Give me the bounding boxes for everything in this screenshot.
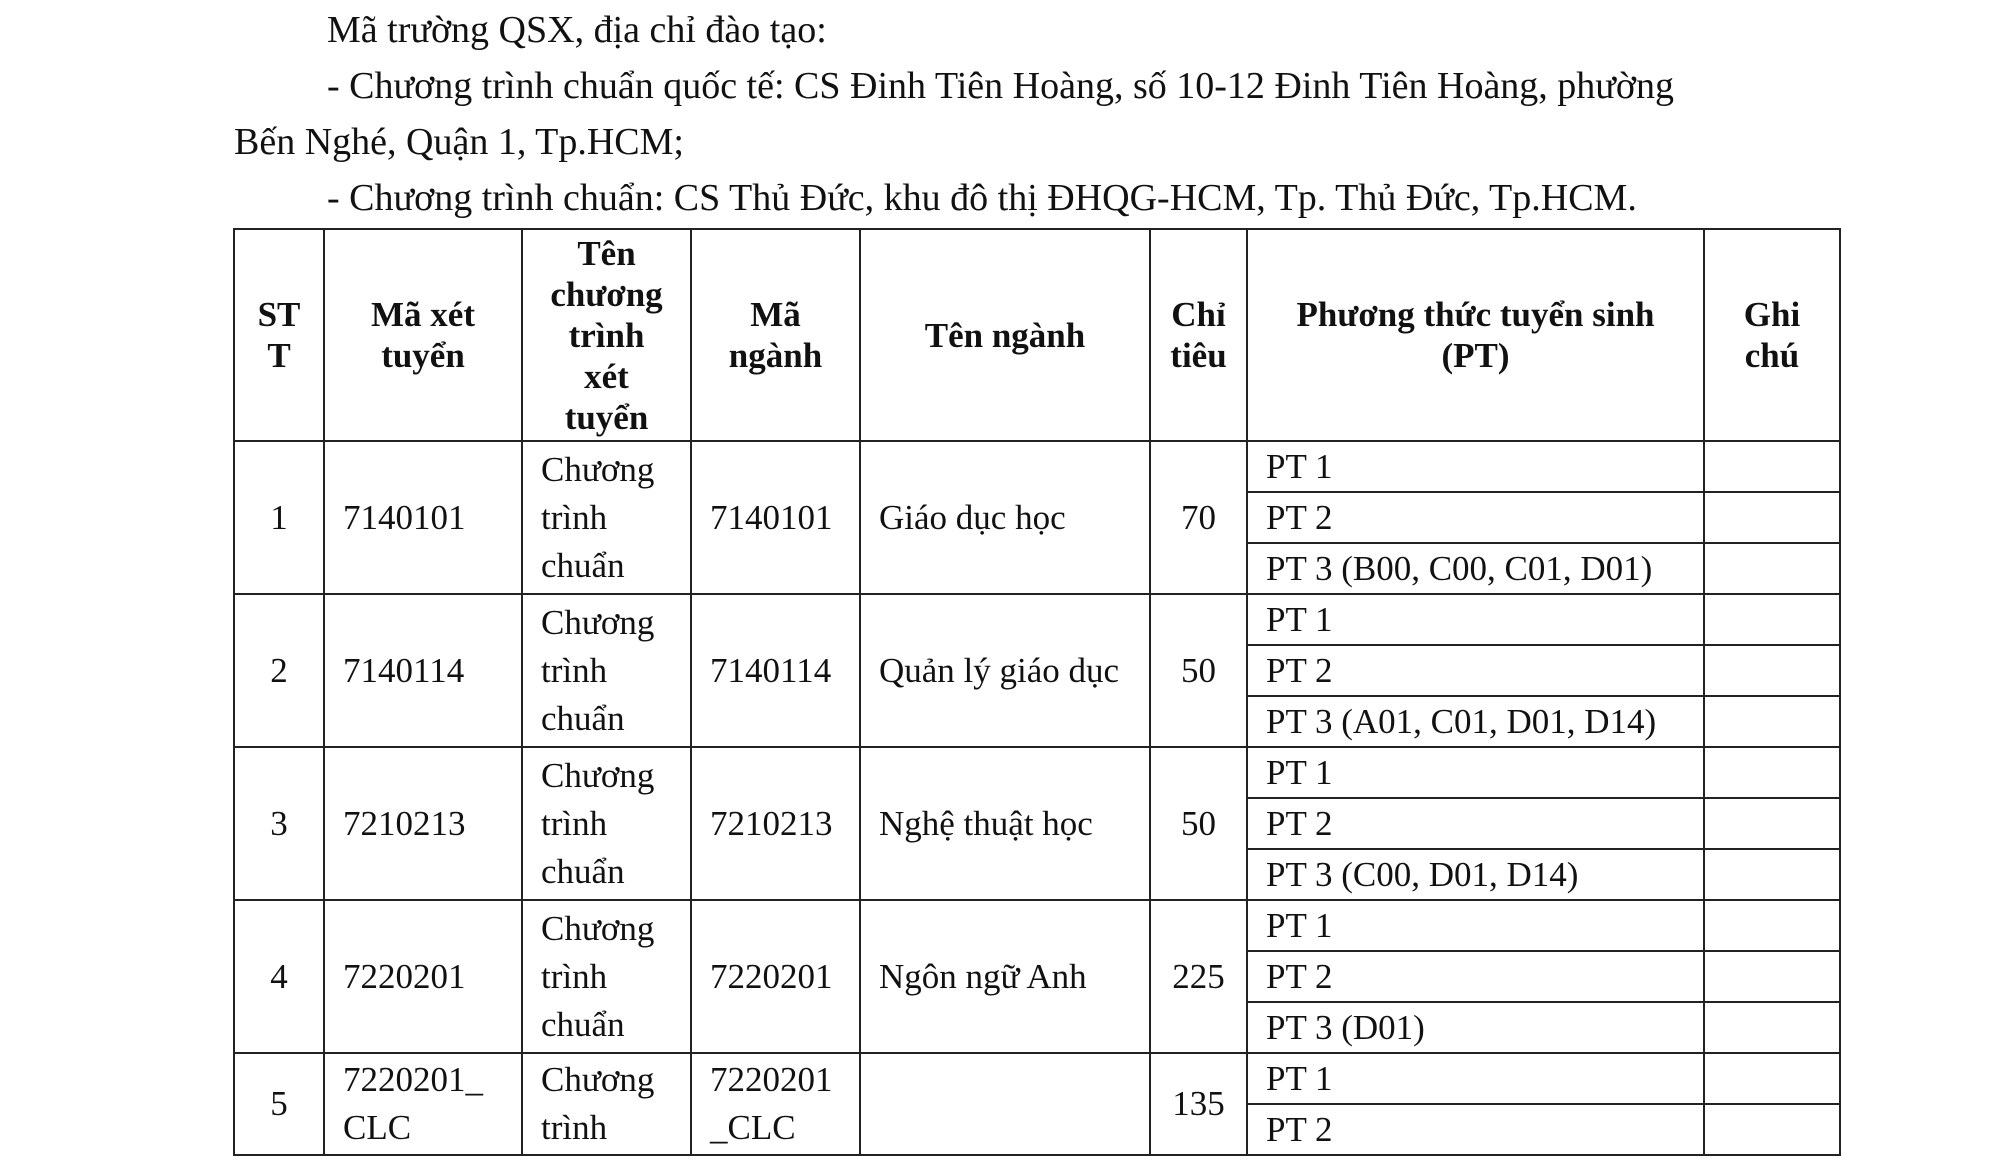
cell-method: PT 2 — [1247, 645, 1704, 696]
cell-chi-tieu: 70 — [1150, 441, 1247, 594]
cell-chi-tieu: 50 — [1150, 594, 1247, 747]
cell-method: PT 2 — [1247, 951, 1704, 1002]
cell-ten-nganh — [860, 1053, 1150, 1155]
header-ghi-chu: Ghi chú — [1704, 229, 1840, 441]
table-row — [234, 900, 1840, 951]
cell-program: Chương trình chuẩn — [522, 900, 691, 1053]
cell-stt: 5 — [234, 1053, 324, 1155]
cell-program: Chương trình chuẩn — [522, 747, 691, 900]
cell-ghi-chu — [1704, 798, 1840, 849]
cell-stt: 4 — [234, 900, 324, 1053]
cell-program: Chương trình — [522, 1053, 691, 1155]
cell-ma-nganh: 7140101 — [691, 441, 860, 594]
cell-stt: 2 — [234, 594, 324, 747]
cell-ghi-chu — [1704, 492, 1840, 543]
cell-method: PT 1 — [1247, 594, 1704, 645]
cell-method: PT 2 — [1247, 1104, 1704, 1155]
header-ten-nganh: Tên ngành — [860, 229, 1150, 441]
header-chi-tieu: Chỉ tiêu — [1150, 229, 1247, 441]
cell-method: PT 2 — [1247, 492, 1704, 543]
header-ma-xet-tuyen: Mã xét tuyển — [324, 229, 522, 441]
intro-line-address-continued: Bến Nghé, Quận 1, Tp.HCM; — [234, 121, 684, 163]
intro-line-standard-program: - Chương trình chuẩn: CS Thủ Đức, khu đô thị ĐHQG-HCM, Tp. Thủ Đức, Tp.HCM. — [327, 177, 1637, 219]
cell-ghi-chu — [1704, 900, 1840, 951]
cell-ma-xet-tuyen: 7140114 — [324, 594, 522, 747]
table-row — [234, 1053, 1840, 1104]
header-stt: ST T — [234, 229, 324, 441]
cell-ghi-chu — [1704, 747, 1840, 798]
cell-ma-xet-tuyen: 7220201_ CLC — [324, 1053, 522, 1155]
cell-ghi-chu — [1704, 594, 1840, 645]
table-header-row — [234, 229, 1840, 441]
cell-method: PT 1 — [1247, 900, 1704, 951]
header-ma-nganh: Mã ngành — [691, 229, 860, 441]
cell-method: PT 1 — [1247, 441, 1704, 492]
cell-ghi-chu — [1704, 951, 1840, 1002]
cell-method: PT 2 — [1247, 798, 1704, 849]
cell-method: PT 3 (A01, C01, D01, D14) — [1247, 696, 1704, 747]
cell-ghi-chu — [1704, 1053, 1840, 1104]
cell-method: PT 3 (B00, C00, C01, D01) — [1247, 543, 1704, 594]
cell-ghi-chu — [1704, 441, 1840, 492]
cell-ghi-chu — [1704, 1104, 1840, 1155]
cell-chi-tieu: 135 — [1150, 1053, 1247, 1155]
admissions-table — [233, 228, 1841, 1156]
cell-method: PT 1 — [1247, 747, 1704, 798]
cell-chi-tieu: 50 — [1150, 747, 1247, 900]
cell-method: PT 1 — [1247, 1053, 1704, 1104]
header-phuong-thuc: Phương thức tuyển sinh (PT) — [1247, 229, 1704, 441]
cell-ma-xet-tuyen: 7220201 — [324, 900, 522, 1053]
cell-ten-nganh: Giáo dục học — [860, 441, 1150, 594]
cell-method: PT 3 (D01) — [1247, 1002, 1704, 1053]
cell-ten-nganh: Nghệ thuật học — [860, 747, 1150, 900]
cell-ghi-chu — [1704, 849, 1840, 900]
cell-ma-nganh: 7220201 _CLC — [691, 1053, 860, 1155]
table-row — [234, 441, 1840, 492]
cell-ghi-chu — [1704, 543, 1840, 594]
cell-ma-xet-tuyen: 7140101 — [324, 441, 522, 594]
cell-chi-tieu: 225 — [1150, 900, 1247, 1053]
cell-ten-nganh: Ngôn ngữ Anh — [860, 900, 1150, 1053]
cell-stt: 3 — [234, 747, 324, 900]
cell-stt: 1 — [234, 441, 324, 594]
cell-ghi-chu — [1704, 696, 1840, 747]
cell-program: Chương trình chuẩn — [522, 594, 691, 747]
table-row — [234, 747, 1840, 798]
cell-ma-nganh: 7210213 — [691, 747, 860, 900]
cell-method: PT 3 (C00, D01, D14) — [1247, 849, 1704, 900]
cell-ma-xet-tuyen: 7210213 — [324, 747, 522, 900]
cell-ma-nganh: 7220201 — [691, 900, 860, 1053]
cell-ten-nganh: Quản lý giáo dục — [860, 594, 1150, 747]
header-ten-chuong-trinh: Tên chương trình xét tuyển — [522, 229, 691, 441]
intro-line-school-code: Mã trường QSX, địa chỉ đào tạo: — [327, 9, 827, 51]
cell-ma-nganh: 7140114 — [691, 594, 860, 747]
cell-program: Chương trình chuẩn — [522, 441, 691, 594]
cell-ghi-chu — [1704, 645, 1840, 696]
table-row — [234, 594, 1840, 645]
cell-ghi-chu — [1704, 1002, 1840, 1053]
intro-line-international-program: - Chương trình chuẩn quốc tế: CS Đinh Tiên Hoàng, số 10-12 Đinh Tiên Hoàng, phường — [327, 65, 1674, 107]
